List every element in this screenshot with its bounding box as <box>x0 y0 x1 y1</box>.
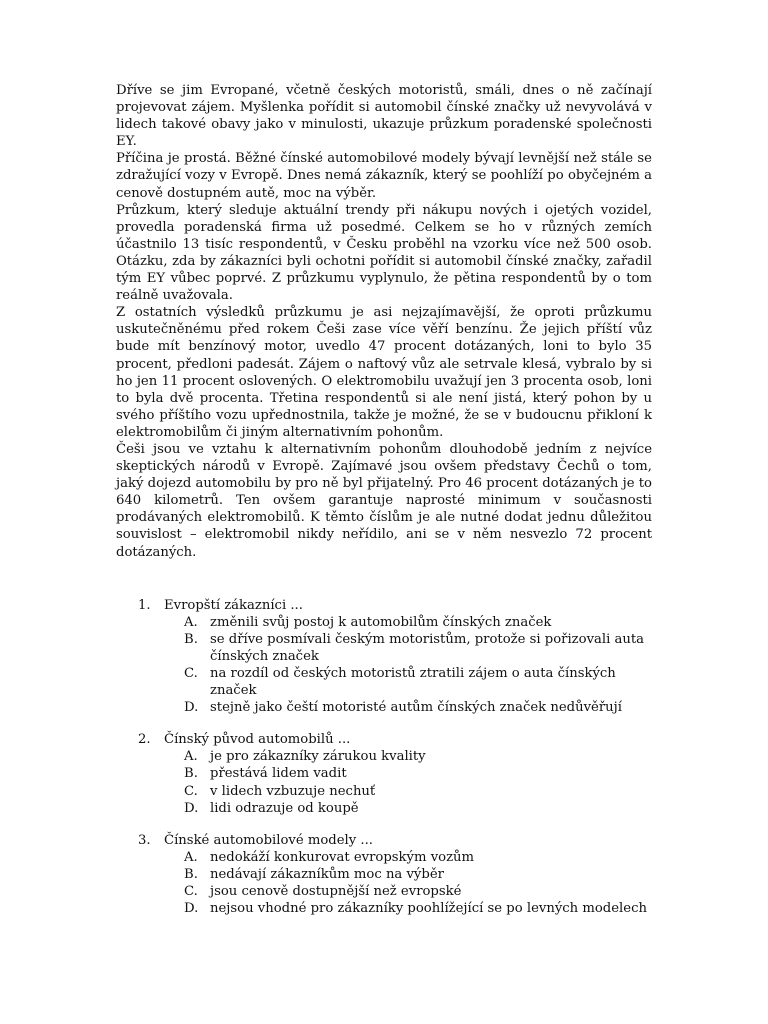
option-b <box>184 765 652 782</box>
option-letter: D. <box>184 901 199 917</box>
option-d <box>184 699 652 716</box>
option-c <box>184 883 652 900</box>
question-list <box>116 597 652 918</box>
option-text: změnili svůj postoj k automobilům čínských značek <box>210 614 552 630</box>
option-letter: D. <box>184 800 199 816</box>
option-letter: A. <box>184 749 198 765</box>
option-letter: A. <box>184 849 198 865</box>
question-header <box>116 597 652 614</box>
option-c <box>184 665 652 699</box>
option-text: lidi odrazuje od koupě <box>210 800 359 816</box>
option-letter: C. <box>184 783 198 799</box>
option-list <box>116 748 652 816</box>
question-stem: Čínský původ automobilů ... <box>164 732 351 748</box>
article-paragraph-3: Průzkum, který sleduje aktuální trendy při nákupu nových i ojetých vozidel, provedla poradenská firma už posedmé. Celkem se ho v různých zemích účastnilo 13 tisíc respondentů, v Česku proběhl na vzorku více než 500 osob. Otázku, zda by zákazníci byli ochotni pořídit si automobil čínské značky, zařadil tým EY vůbec poprvé. Z průzkumu vyplynulo, že pětina respondentů by o tom reálně uvažovala. <box>116 202 652 304</box>
question-3 <box>116 832 652 917</box>
option-text: nedokáží konkurovat evropským vozům <box>210 849 475 865</box>
option-letter: B. <box>184 866 198 882</box>
option-text: je pro zákazníky zárukou kvality <box>210 749 426 765</box>
option-text: stejně jako čeští motoristé autům čínských značek nedůvěřují <box>210 700 622 716</box>
option-c <box>184 783 652 800</box>
option-d <box>184 900 652 917</box>
option-a <box>184 849 652 866</box>
document-page <box>116 82 652 932</box>
option-text: se dříve posmívali českým motoristům, protože si pořizovali auta čínských značek <box>210 631 645 664</box>
option-text: jsou cenově dostupnější než evropské <box>210 884 462 900</box>
option-text: v lidech vzbuzuje nechuť <box>210 783 376 799</box>
option-letter: A. <box>184 614 198 630</box>
question-header <box>116 832 652 849</box>
option-letter: B. <box>184 766 198 782</box>
option-letter: D. <box>184 700 199 716</box>
option-a <box>184 748 652 765</box>
option-text: nedávají zákazníkům moc na výběr <box>210 866 444 882</box>
option-a <box>184 614 652 631</box>
question-header <box>116 731 652 748</box>
article-paragraph-4: Z ostatních výsledků průzkumu je asi nejzajímavější, že oproti průzkumu uskutečněnému před rokem Češi zase více věří benzínu. Že jejich příští vůz bude mít benzínový motor, uvedlo 47 procent dotázaných, loni to bylo 35 procent, předloni padesát. Zájem o naftový vůz ale setrvale klesá, vybralo by si ho jen 11 procent oslovených. O elektromobilu uvažují jen 3 procenta osob, loni to byla dvě procenta. Třetina respondentů si ale není jistá, který pohon by u svého příštího vozu upřednostnila, takže je možné, že se v budoucnu přikloní k elektromobilům či jiným alternativním pohonům. <box>116 305 652 440</box>
option-text: na rozdíl od českých motoristů ztratili zájem o auta čínských značek <box>210 666 616 699</box>
option-letter: C. <box>184 884 198 900</box>
option-letter: B. <box>184 631 198 647</box>
question-2 <box>116 731 652 816</box>
option-letter: C. <box>184 666 198 681</box>
question-number: 2. <box>138 732 151 748</box>
article-text <box>116 82 652 561</box>
question-1 <box>116 597 652 717</box>
option-b <box>184 631 652 665</box>
question-number: 1. <box>138 597 151 613</box>
option-text: nejsou vhodné pro zákazníky poohlížející se po levných modelech <box>210 901 647 917</box>
question-stem: Evropští zákazníci ... <box>164 597 303 613</box>
option-list <box>116 614 652 717</box>
article-paragraph-1: Dříve se jim Evropané, včetně českých motoristů, smáli, dnes o ně začínají projevovat zájem. Myšlenka pořídit si automobil čínské značky už nevyvolává v lidech takové obavy jako v minulosti, ukazuje průzkum poradenské společnosti EY. <box>116 83 652 150</box>
article-paragraph-2: Příčina je prostá. Běžné čínské automobilové modely bývají levnější než stále se zdražující vozy v Evropě. Dnes nemá zákazník, který se poohlíží po obyčejném a cenově dostupném autě, moc na výběr. <box>116 151 652 201</box>
option-list <box>116 849 652 917</box>
option-b <box>184 866 652 883</box>
question-stem: Čínské automobilové modely ... <box>164 832 373 848</box>
option-d <box>184 800 652 817</box>
option-text: přestává lidem vadit <box>210 766 347 782</box>
question-number: 3. <box>138 832 151 848</box>
article-paragraph-5: Češi jsou ve vztahu k alternativním pohonům dlouhodobě jedním z nejvíce skeptických národů v Evropě. Zajímavé jsou ovšem představy Čechů o tom, jaký dojezd automobilu by pro ně byl přijatelný. Pro 46 procent dotázaných je to 640 kilometrů. Ten ovšem garantuje naprosté minimum v současnosti prodávaných elektromobilů. K těmto číslům je ale nutné dodat jednu důležitou souvislost – elektromobil nikdy neřídilo, ani se v něm nesvezlo 72 procent dotázaných. <box>116 441 652 560</box>
